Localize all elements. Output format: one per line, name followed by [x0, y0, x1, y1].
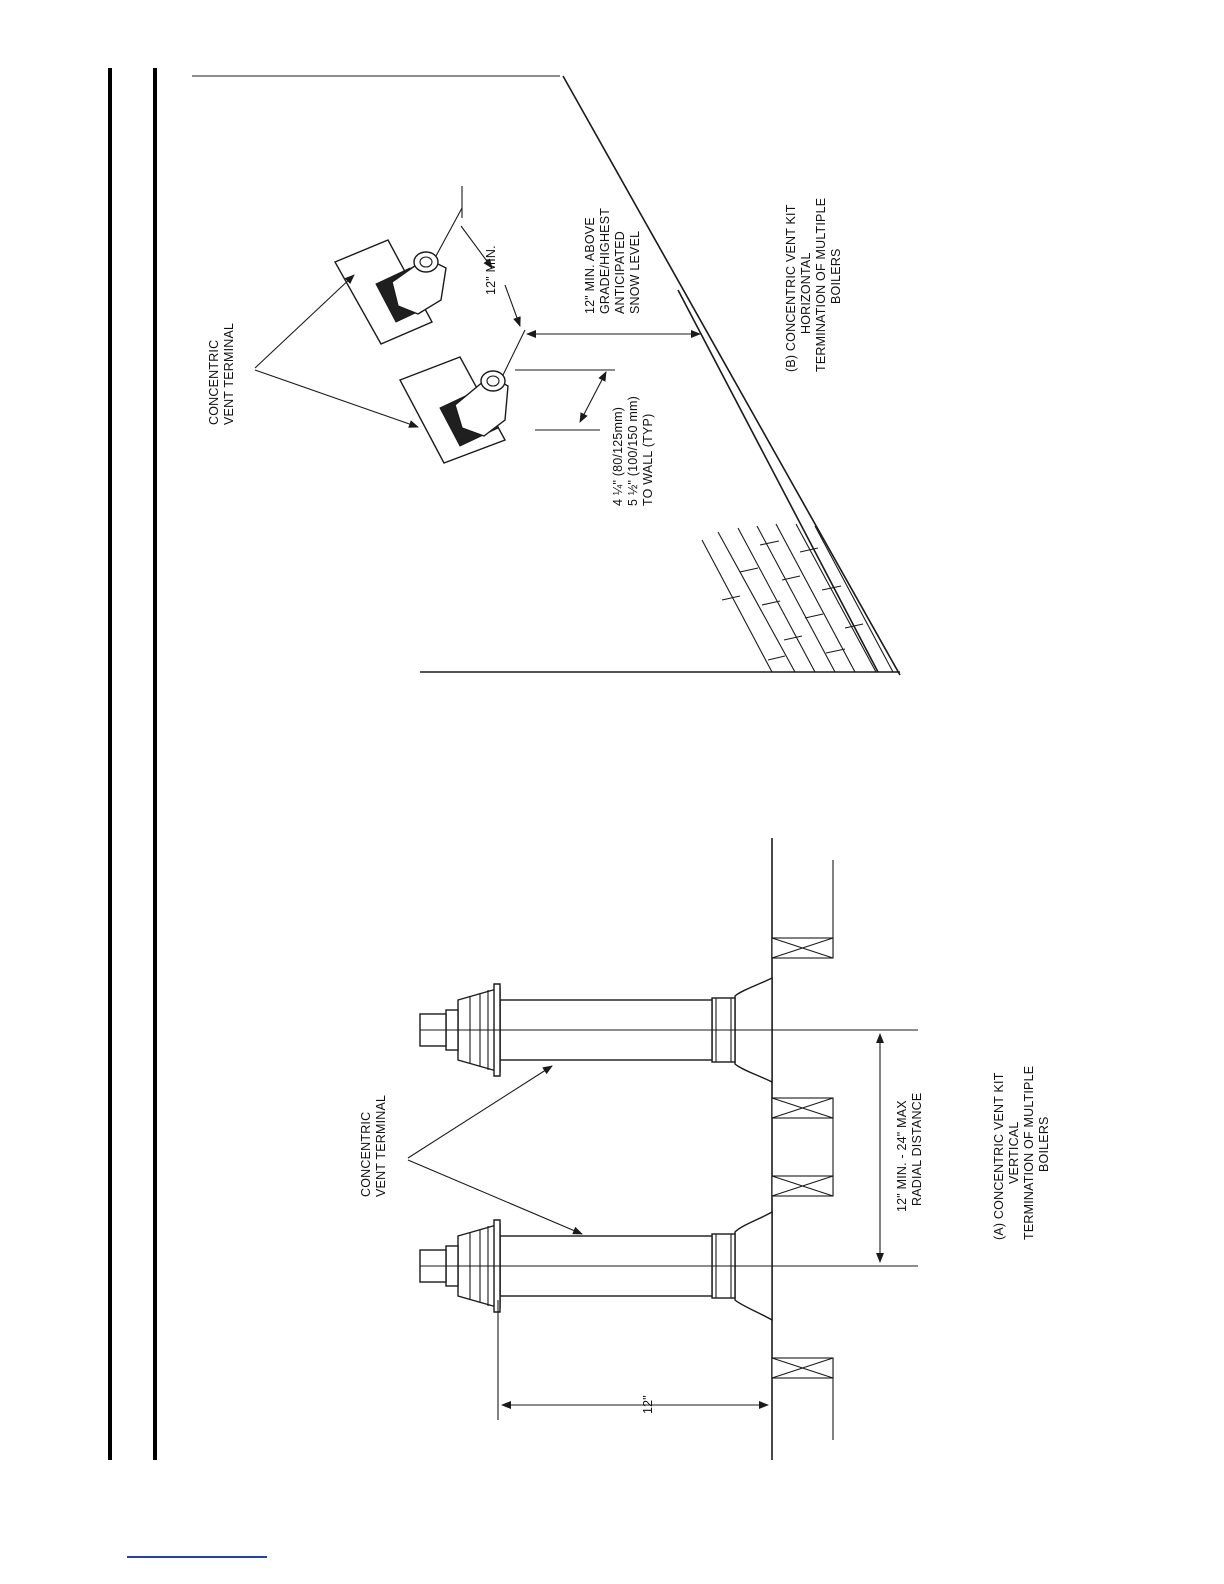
rafter-1	[772, 938, 833, 958]
vent-terminal-2	[400, 357, 508, 463]
terminal-leader-a1	[408, 1066, 552, 1158]
figure-b-terminal-label: CONCENTRIC VENT TERMINAL	[207, 322, 236, 425]
spacing-extension-1	[436, 208, 462, 256]
figure-a-terminal-label: CONCENTRIC VENT TERMINAL	[359, 1094, 388, 1197]
wall-dist-arrow	[580, 372, 606, 422]
figure-a-radial-label: 12" MIN. - 24" MAX RADIAL DISTANCE	[895, 1092, 924, 1212]
brick-wall-pattern	[702, 524, 893, 672]
spacing-extension-2	[503, 330, 525, 375]
rafter-3	[772, 1176, 833, 1196]
figure-b-caption: (B) CONCENTRIC VENT KIT HORIZONTAL TERMINATION OF MULTIPLE BOILERS	[784, 197, 843, 372]
rafter-4	[772, 1358, 833, 1378]
figure-a-height-label: 12"	[641, 1395, 655, 1414]
snow-level-line	[678, 290, 878, 672]
vent-terminal-1	[335, 240, 446, 344]
figure-b-spacing-label: 12" MIN.	[484, 245, 498, 295]
figure-a-vertical-termination	[359, 838, 1051, 1460]
figure-b-wall-label: 4 ¼" (80/125mm) 5 ½" (100/150 mm) TO WALL (TYP)	[611, 396, 655, 506]
figure-b-grade-label: 12" MIN. ABOVE GRADE/HIGHEST ANTICIPATED SNOW LEVEL	[583, 208, 642, 314]
wall-corner-line	[563, 76, 900, 675]
terminal-leader-2	[255, 275, 354, 368]
terminal-leader-1	[255, 370, 418, 427]
rafter-2	[772, 1098, 833, 1118]
spacing-dim-arrow-bottom	[505, 285, 520, 326]
figure-a-caption: (A) CONCENTRIC VENT KIT VERTICAL TERMINATION OF MULTIPLE BOILERS	[992, 1065, 1051, 1240]
figure-b-horizontal-termination	[192, 76, 900, 675]
